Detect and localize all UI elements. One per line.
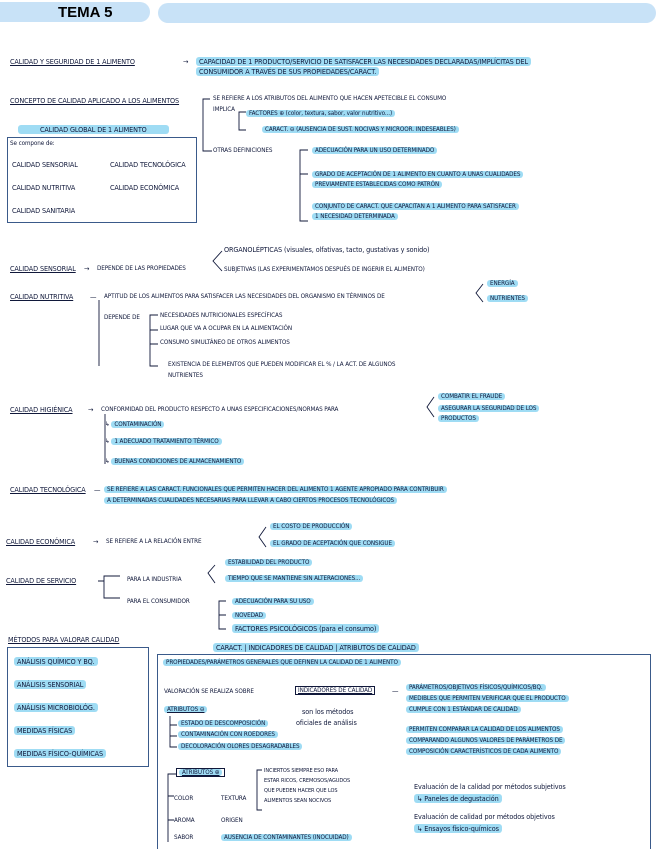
higienica-label: CALIDAD HIGIÉNICA xyxy=(10,405,73,414)
higienica-3: ↳ BUENAS CONDICIONES DE ALMACENAMIENTO xyxy=(105,458,244,465)
def-c-1: CONJUNTO DE CARACT. QUE CAPACITAN A 1 ALIMENTO PARA SATISFACER xyxy=(312,203,519,210)
evaluacion-objetiva: Evaluación de calidad por métodos objetivos xyxy=(414,812,555,821)
nutritiva-line xyxy=(98,300,102,370)
consumidor-2: NOVEDAD xyxy=(232,612,266,619)
atributo-note-brace xyxy=(254,768,264,814)
implica-label: IMPLICA xyxy=(213,106,235,113)
higienica-text: CONFORMIDAD DEL PRODUCTO RESPECTO A UNAS ESPECIFICACIONES/NORMAS PARA xyxy=(101,406,339,413)
atributo-aroma: AROMA xyxy=(174,817,195,824)
global-title: CALIDAD GLOBAL DE 1 ALIMENTO xyxy=(18,125,169,134)
perm-1: PERMITEN COMPARAR LA CALIDAD DE LOS ALIMENTOS xyxy=(406,726,563,733)
servicio-industria: PARA LA INDUSTRIA xyxy=(127,576,182,583)
atributo-textura: TEXTURA xyxy=(221,795,247,802)
depende-1: NECESIDADES NUTRICIONALES ESPECÍFICAS xyxy=(160,312,283,319)
consumidor-brace xyxy=(216,599,230,633)
def-text-2: CONSUMIDOR A TRAVÉS DE SUS PROPIEDADES/CARACT. xyxy=(196,67,379,76)
consumidor-1: ADECUACIÓN PARA SU USO xyxy=(232,598,314,605)
arrow-icon: → xyxy=(84,264,90,273)
depende-4a: EXISTENCIA DE ELEMENTOS QUE PUEDEN MODIFICAR EL % / LA ACT. DE ALGUNOS xyxy=(168,361,396,368)
header-pill-right xyxy=(158,3,656,23)
higienica-2: ↳ 1 ADECUADO TRATAMIENTO TÉRMICO xyxy=(105,438,222,445)
factores-positivos: FACTORES ⊕ (color, textura, sabor, valor nutritivo...) xyxy=(246,110,395,117)
asegurar-seguridad: ASEGURAR LA SEGURIDAD DE LOS xyxy=(438,405,539,412)
metodos-oficiales-2: oficiales de análisis xyxy=(296,718,357,727)
evaluacion-subjetiva-detalle: ↳ Paneles de degustación xyxy=(414,794,502,803)
metodos-oficiales-1: son los métodos xyxy=(302,707,354,716)
atributo-note-4: ALIMENTOS SEAN NOCIVOS xyxy=(264,798,332,804)
arrow-icon: → xyxy=(183,57,189,66)
def-a: ADECUACIÓN PARA UN USO DETERMINADO xyxy=(312,147,437,154)
atributo-neg-2: CONTAMINACIÓN CON ROEDORES xyxy=(178,731,278,738)
nutrientes: NUTRIENTES xyxy=(487,295,528,302)
higienica-1: ↳ CONTAMINACIÓN xyxy=(105,421,164,428)
servicio-brace xyxy=(98,574,122,606)
atributo-neg-3: DECOLORACIÓN OLORES DESAGRADABLES xyxy=(178,743,302,750)
tecnologica-text-1: SE REFIERE A LAS CARACT. FUNCIONALES QUE PERMITEN HACER DEL ALIMENTO 1 AGENTE APROPIADO PARA CONTRIBUIR xyxy=(104,486,447,493)
sensorial-text: DEPENDE DE LAS PROPIEDADES xyxy=(97,265,186,272)
depende-3: CONSUMO SIMULTÁNEO DE OTROS ALIMENTOS xyxy=(160,339,290,346)
economica-text: SE REFIERE A LA RELACIÓN ENTRE xyxy=(106,538,202,545)
def-text-1: CAPACIDAD DE 1 PRODUCTO/SERVICIO DE SATISFACER LAS NECESIDADES DECLARADAS/IMPLÍCITAS DEL xyxy=(196,57,531,66)
def-c-2: 1 NECESIDAD DETERMINADA xyxy=(312,213,398,220)
sensorial-label: CALIDAD SENSORIAL xyxy=(10,264,76,273)
depende-label: DEPENDE DE xyxy=(104,314,140,321)
atributo-ausencia: AUSENCIA DE CONTAMINANTES (INOCUIDAD) xyxy=(221,834,352,841)
def-b-1: GRADO DE ACEPTACIÓN DE 1 ALIMENTO EN CUANTO A UNAS CUALIDADES xyxy=(312,171,523,178)
global-tecnologica: CALIDAD TECNOLÓGICA xyxy=(110,160,186,169)
caract-negativas: CARACT. ⊖ (AUSENCIA DE SUST. NOCIVAS Y MICROOR. INDESEABLES) xyxy=(262,126,459,133)
industria-1: ESTABILIDAD DEL PRODUCTO xyxy=(225,559,312,566)
nutritiva-text: APTITUD DE LOS ALIMENTOS PARA SATISFACER LAS NECESIDADES DEL ORGANISMO EN TÉRMINOS DE xyxy=(104,293,385,300)
indicadores-subtitle: PROPIEDADES/PARÁMETROS GENERALES QUE DEFINEN LA CALIDAD DE 1 ALIMENTO xyxy=(163,659,401,666)
concept-label: CONCEPTO DE CALIDAD APLICADO A LOS ALIMENTOS xyxy=(10,96,180,105)
atributos-negativos: ATRIBUTOS ⊖ xyxy=(164,706,207,713)
asegurar-seguridad-2: PRODUCTOS xyxy=(438,415,479,422)
metodo-5: MEDIDAS FÍSICO-QUÍMICAS xyxy=(14,749,106,758)
concept-1: SE REFIERE A LOS ATRIBUTOS DEL ALIMENTO QUE HACEN APETECIBLE EL CONSUMO xyxy=(213,95,447,102)
atributo-note-3: QUE PUEDEN HACER QUE LOS xyxy=(264,788,338,794)
global-sensorial: CALIDAD SENSORIAL xyxy=(12,160,78,169)
subjetivas: SUBJETIVAS (LAS EXPERIMENTAMOS DESPUÉS DE INGERIR EL ALIMENTO) xyxy=(224,266,425,273)
organolepticas: ORGANOLÉPTICAS (visuales, olfativas, tacto, gustativas y sonido) xyxy=(224,245,430,254)
depende-4b: NUTRIENTES xyxy=(168,372,203,379)
atributo-sabor: SABOR xyxy=(174,834,194,841)
atributo-note-2: ESTAR RICOS, CREMOSOS/AGUDOS xyxy=(264,778,351,784)
combatir-fraude: COMBATIR EL FRAUDE xyxy=(438,393,505,400)
perm-2: COMPARANDO ALGUNOS VALORES DE PARÁMETROS DE xyxy=(406,737,565,744)
page-title: TEMA 5 xyxy=(58,4,113,21)
tecnologica-text-2: A DETERMINADAS CUALIDADES NECESARIAS PARA LLEVAR A CABO CIERTOS PROCESOS TECNOLÓGICOS xyxy=(104,497,397,504)
atributo-origen: ORIGEN xyxy=(221,817,243,824)
valoracion-label: VALORACIÓN SE REALIZA SOBRE xyxy=(164,688,254,695)
arrow-icon: → xyxy=(93,537,99,546)
arrow-icon: — xyxy=(94,485,101,494)
global-sanitaria: CALIDAD SANITARIA xyxy=(12,206,76,215)
otras-brace xyxy=(296,147,312,227)
consumidor-3: FACTORES PSICOLÓGICOS (para el consumo) xyxy=(232,624,379,633)
global-intro: Se compone de: xyxy=(10,140,55,147)
tecnologica-label: CALIDAD TECNOLÓGICA xyxy=(10,485,86,494)
evaluacion-subjetiva: Evaluación de la calidad por métodos subjetivos xyxy=(414,782,566,791)
def-b-2: PREVIAMENTE ESTABLECIDAS COMO PATRÓN xyxy=(312,181,442,188)
economica-2: EL GRADO DE ACEPTACIÓN QUE CONSIGUE xyxy=(270,540,395,547)
valoracion-indicadores: INDICADORES DE CALIDAD xyxy=(295,686,375,695)
global-economica: CALIDAD ECONÓMICA xyxy=(110,183,180,192)
economica-label: CALIDAD ECONÓMICA xyxy=(6,537,76,546)
arrow-icon: — xyxy=(90,292,97,301)
industria-brace xyxy=(205,563,219,587)
def-term: CALIDAD Y SEGURIDAD DE 1 ALIMENTO xyxy=(10,57,135,66)
indicadores-title: CARACT. | INDICADORES DE CALIDAD | ATRIBUTOS DE CALIDAD xyxy=(213,643,419,652)
arrow-icon: → xyxy=(88,405,94,414)
evaluacion-objetiva-detalle: ↳ Ensayos físico-químicos xyxy=(414,824,502,833)
nutritiva-label: CALIDAD NUTRITIVA xyxy=(10,292,74,301)
valoracion-arrow: — xyxy=(392,686,399,695)
nutritiva-brace xyxy=(473,282,487,306)
atributo-note-1: INCIERTOS SIEMPRE ESO PARA xyxy=(264,768,339,774)
metodos-title: MÉTODOS PARA VALORAR CALIDAD xyxy=(8,635,120,644)
servicio-label: CALIDAD DE SERVICIO xyxy=(6,576,77,585)
param-2: MEDIBLES QUE PERMITEN VERIFICAR QUE EL PRODUCTO xyxy=(406,695,569,702)
param-3: CUMPLE CON 1 ESTÁNDAR DE CALIDAD xyxy=(406,706,521,713)
atributo-color: COLOR xyxy=(174,795,194,802)
metodo-4: MEDIDAS FÍSICAS xyxy=(14,726,75,735)
atributos-positivos: ATRIBUTOS ⊕ xyxy=(176,768,225,777)
economica-1: EL COSTO DE PRODUCCIÓN xyxy=(270,523,352,530)
atributo-neg-1: ESTADO DE DESCOMPOSICIÓN xyxy=(178,720,268,727)
energia: ENERGÍA xyxy=(487,280,518,287)
metodo-2: ANÁLISIS SENSORIAL xyxy=(14,680,86,689)
global-nutritiva: CALIDAD NUTRITIVA xyxy=(12,183,76,192)
perm-3: COMPOSICIÓN CARACTERÍSTICOS DE CADA ALIMENTO xyxy=(406,748,561,755)
economica-brace xyxy=(256,525,270,551)
depende-2: LUGAR QUE VA A OCUPAR EN LA ALIMENTACIÓN xyxy=(160,325,293,332)
otras-definiciones-label: OTRAS DEFINICIONES xyxy=(213,147,273,154)
industria-2: TIEMPO QUE SE MANTIENE SIN ALTERACIONES... xyxy=(225,575,363,582)
higienica-brace xyxy=(424,395,438,421)
param-1: PARÁMETROS/OBJETIVOS FÍSICOS/QUÍMICOS/BQ. xyxy=(406,684,546,691)
servicio-consumidor: PARA EL CONSUMIDOR xyxy=(127,598,190,605)
metodo-3: ANÁLISIS MICROBIOLÓG. xyxy=(14,703,98,712)
concept-brace xyxy=(200,96,214,156)
metodo-1: ANÁLISIS QUÍMICO Y BQ. xyxy=(14,657,98,666)
